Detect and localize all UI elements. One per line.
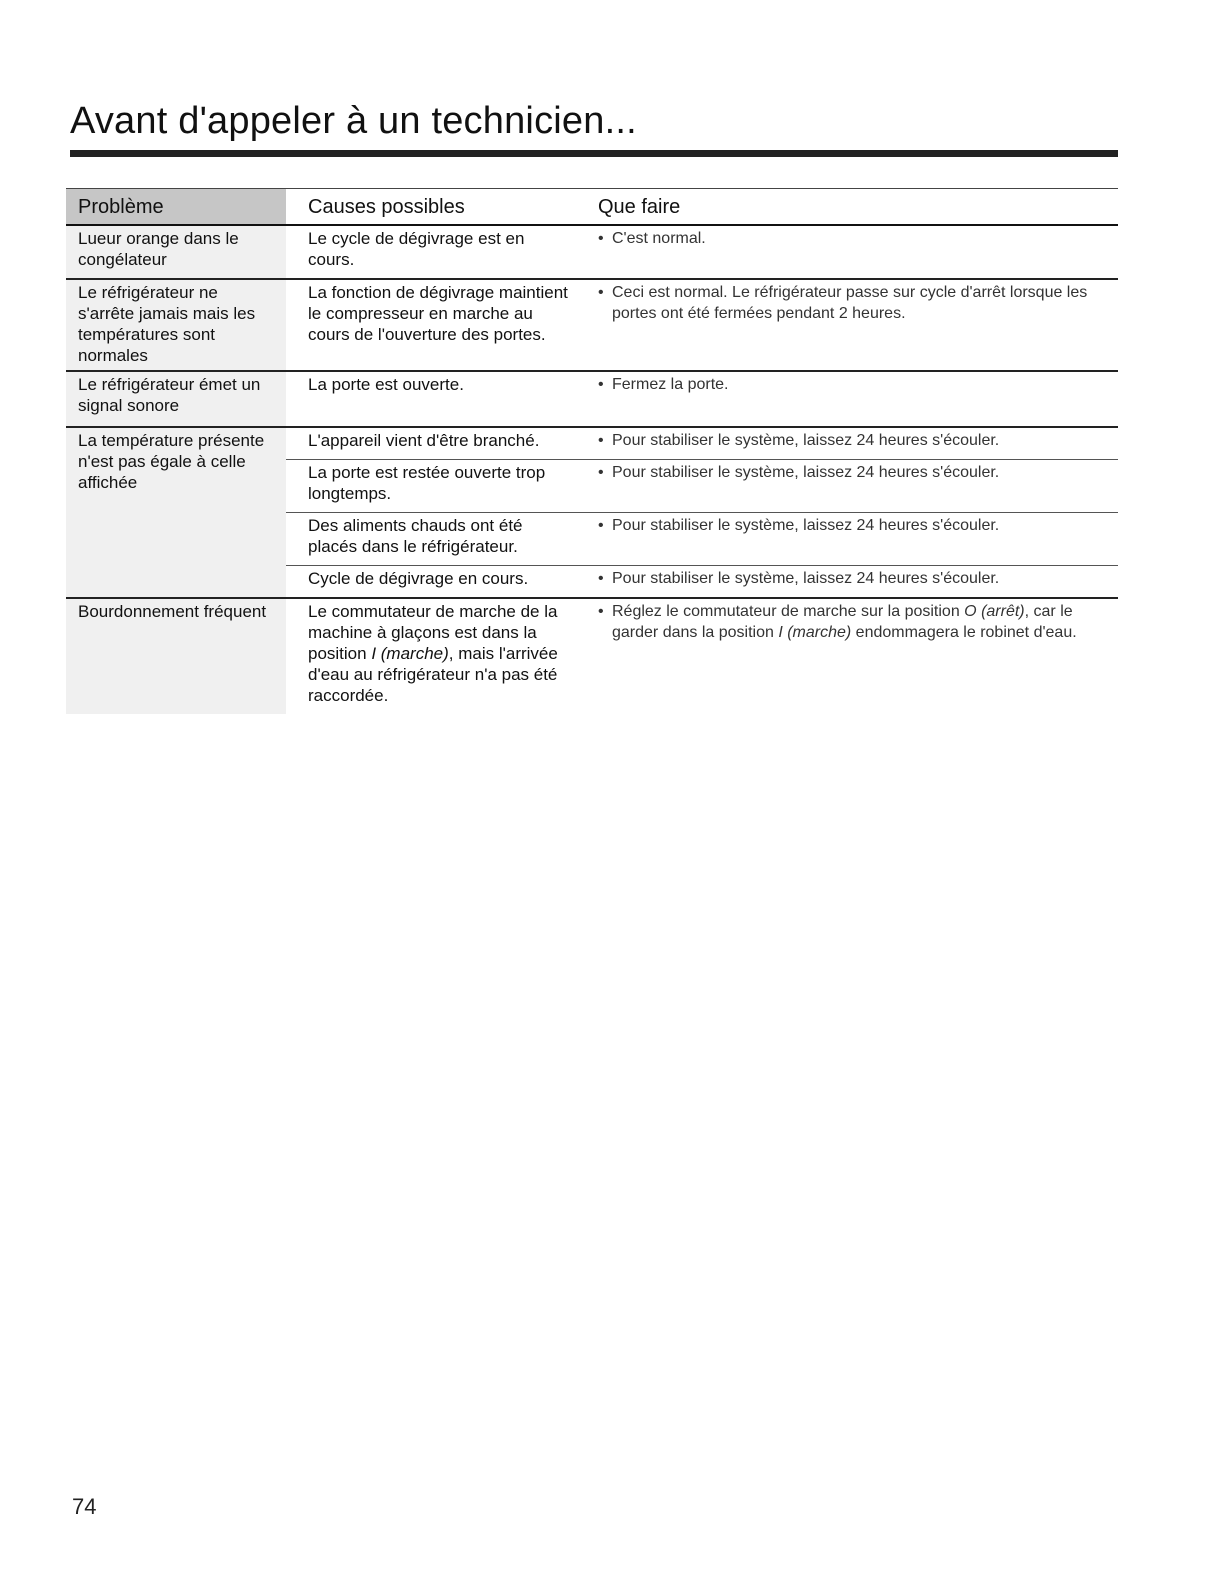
action-text: Pour stabiliser le système, laissez 24 heures s'écouler. <box>612 517 1000 534</box>
table-row <box>66 428 1118 599</box>
action-text: Ceci est normal. Le réfrigérateur passe sur cycle d'arrêt lorsque les portes ont été fermées pendant 2 heures. <box>612 284 1088 322</box>
problem-cell: Lueur orange dans le congélateur <box>66 226 286 278</box>
cause-cell: La porte est ouverte. <box>308 375 464 394</box>
cause-cell: Cycle de dégivrage en cours. <box>308 569 529 588</box>
page-title: Avant d'appeler à un technicien... <box>70 100 637 142</box>
action-text: Pour stabiliser le système, laissez 24 heures s'écouler. <box>612 432 1000 449</box>
action-cell <box>576 566 1118 597</box>
action-text-part: endommagera le robinet d'eau. <box>851 624 1077 641</box>
table-row <box>66 599 1118 714</box>
table-header <box>66 188 1118 226</box>
action-cell <box>576 372 1118 403</box>
cause-row <box>286 565 1118 597</box>
cause-text-part: Le commutateur de marche de la machine à glaçons est dans la position <box>308 602 558 663</box>
bullet-icon: • <box>598 603 604 620</box>
cause-row <box>286 428 1118 459</box>
table-row <box>66 372 1118 428</box>
header-causes: Causes possibles <box>308 196 465 218</box>
action-text: Pour stabiliser le système, laissez 24 heures s'écouler. <box>612 464 1000 481</box>
action-cell <box>576 280 1118 353</box>
action-text-part: , car le garder dans la position <box>612 603 1073 641</box>
cause-row <box>286 280 1118 353</box>
action-text-part: Réglez le commutateur de marche sur la position <box>612 603 965 620</box>
problem-cell: Le réfrigérateur émet un signal sonore <box>66 372 286 426</box>
cause-row <box>286 599 1118 714</box>
bullet-icon: • <box>598 230 604 247</box>
cause-cell: Le cycle de dégivrage est en cours. <box>308 229 525 269</box>
cause-cell: La fonction de dégivrage maintient le compresseur en marche au cours de l'ouverture des portes. <box>308 283 568 344</box>
problem-cell: La température présente n'est pas égale à celle affichée <box>66 428 286 597</box>
bullet-icon: • <box>598 570 604 587</box>
cause-cell <box>286 599 576 714</box>
cause-text-italic: I (marche) <box>371 644 449 663</box>
troubleshooting-table <box>66 188 1118 714</box>
title-rule <box>70 150 1118 157</box>
action-cell <box>576 460 1118 512</box>
action-text <box>612 601 1108 643</box>
action-text-italic: I (marche) <box>778 624 852 641</box>
bullet-icon: • <box>598 432 604 449</box>
page-number: 74 <box>72 1494 97 1519</box>
action-cell <box>576 599 1118 714</box>
header-problem: Problème <box>66 189 286 224</box>
cause-row <box>286 512 1118 565</box>
action-text-italic: O (arrêt) <box>964 603 1025 620</box>
cause-row <box>286 372 1118 403</box>
bullet-icon: • <box>598 517 604 534</box>
cause-row <box>286 226 1118 278</box>
action-cell <box>576 513 1118 565</box>
bullet-icon: • <box>598 284 604 301</box>
table-row <box>66 226 1118 280</box>
bullet-icon: • <box>598 376 604 393</box>
header-action: Que faire <box>598 196 681 218</box>
cause-row <box>286 459 1118 512</box>
bullet-icon: • <box>598 464 604 481</box>
cause-text-part: , mais l'arrivée d'eau au réfrigérateur n'a pas été raccordée. <box>308 644 558 705</box>
cause-cell: La porte est restée ouverte trop longtemps. <box>308 463 546 503</box>
action-text: Pour stabiliser le système, laissez 24 heures s'écouler. <box>612 570 1000 587</box>
action-text: Fermez la porte. <box>612 376 729 393</box>
table-row <box>66 280 1118 372</box>
problem-cell: Bourdonnement fréquent <box>66 599 286 714</box>
cause-cell: Des aliments chauds ont été placés dans le réfrigérateur. <box>308 516 523 556</box>
action-cell <box>576 428 1118 459</box>
action-text: C'est normal. <box>612 230 706 247</box>
problem-cell: Le réfrigérateur ne s'arrête jamais mais les températures sont normales <box>66 280 286 370</box>
cause-cell: L'appareil vient d'être branché. <box>308 431 540 450</box>
action-cell <box>576 226 1118 278</box>
